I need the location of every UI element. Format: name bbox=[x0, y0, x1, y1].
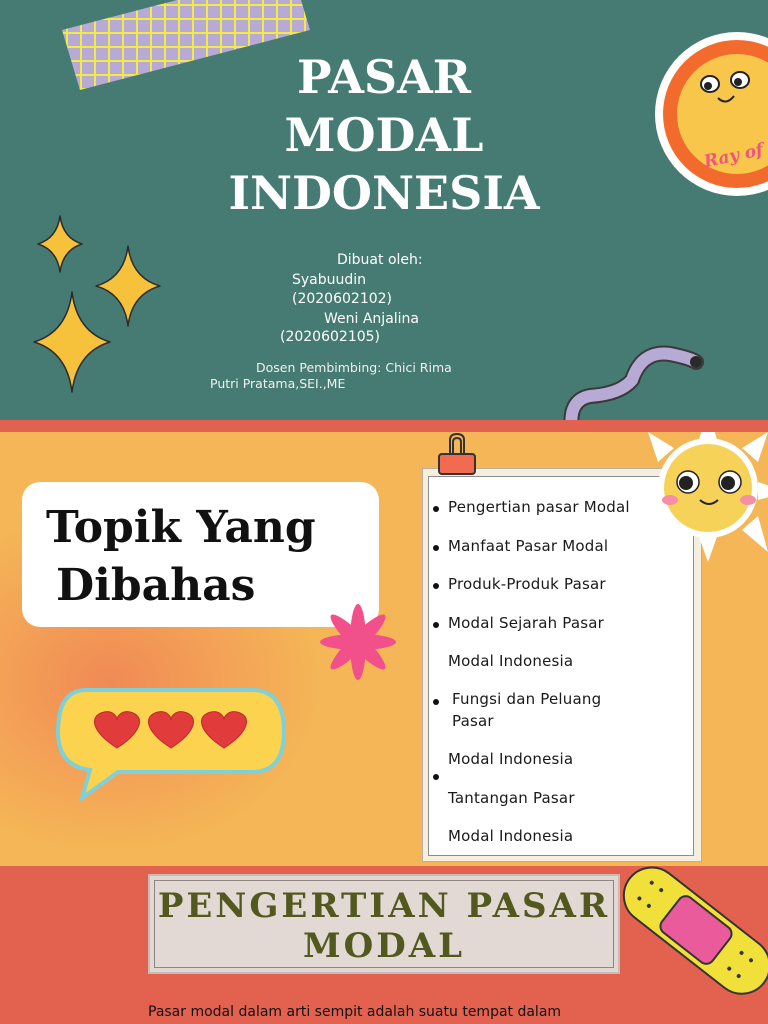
bullet-4 bbox=[433, 622, 439, 628]
bandage-sticker-icon bbox=[606, 866, 768, 1010]
bullet-1 bbox=[433, 506, 439, 512]
definition-title-line-1: PENGERTIAN PASAR bbox=[157, 886, 611, 926]
advisor-line-1: Dosen Pembimbing: Chici Rima bbox=[256, 360, 452, 375]
flower-decoration-icon bbox=[312, 596, 404, 688]
slide-separator bbox=[0, 420, 768, 432]
author1-name: Syabuudin bbox=[292, 272, 367, 288]
slide-topics bbox=[0, 432, 768, 866]
author2-id: (2020602105) bbox=[280, 329, 380, 345]
definition-body-text: Pasar modal dalam arti sempit adalah suatu tempat dalam bbox=[148, 1004, 562, 1020]
sparkle-stars-decoration bbox=[30, 212, 170, 397]
topic-item-8: Modal Indonesia bbox=[448, 750, 574, 768]
topics-heading-line-1: Topik Yang bbox=[46, 502, 316, 553]
definition-title bbox=[148, 886, 620, 966]
hearts-speech-bubble-icon bbox=[52, 686, 292, 802]
topic-item-3: Produk-Produk Pasar bbox=[448, 575, 606, 593]
definition-title-line-2: MODAL bbox=[302, 926, 466, 966]
author2-name: Weni Anjalina bbox=[324, 311, 419, 327]
topic-item-4: Modal Sejarah Pasar bbox=[448, 614, 605, 632]
author1-id: (2020602102) bbox=[292, 291, 392, 307]
topics-heading-line-2: Dibahas bbox=[56, 560, 256, 611]
topic-item-1: Pengertian pasar Modal bbox=[448, 498, 630, 516]
cover-title-line-1: PASAR bbox=[296, 50, 472, 104]
bullet-5 bbox=[433, 699, 439, 705]
smiling-sun-icon bbox=[618, 432, 768, 562]
slide-definition bbox=[0, 866, 768, 1024]
cover-title-line-3: INDONESIA bbox=[228, 166, 540, 220]
bullet-3 bbox=[433, 583, 439, 589]
bullet-2 bbox=[433, 545, 439, 551]
squiggle-decoration bbox=[560, 340, 710, 420]
binder-clip-icon bbox=[436, 432, 478, 476]
made-by-label: Dibuat oleh: bbox=[337, 252, 423, 268]
bullet-6 bbox=[433, 774, 439, 780]
topic-item-10: Modal Indonesia bbox=[448, 827, 574, 845]
topic-item-6: Fungsi dan Peluang bbox=[452, 690, 602, 708]
topic-item-5: Modal Indonesia bbox=[448, 652, 574, 670]
advisor-line-2: Putri Pratama,SEI.,ME bbox=[210, 376, 346, 391]
slide-cover bbox=[0, 0, 768, 420]
topic-item-7: Pasar bbox=[452, 712, 494, 730]
sun-sticker-icon bbox=[650, 24, 768, 204]
cover-title-line-2: MODAL bbox=[284, 108, 484, 162]
sun-sticker-text: Ray of bbox=[702, 140, 766, 173]
topic-item-2: Manfaat Pasar Modal bbox=[448, 537, 609, 555]
topic-item-9: Tantangan Pasar bbox=[448, 789, 575, 807]
